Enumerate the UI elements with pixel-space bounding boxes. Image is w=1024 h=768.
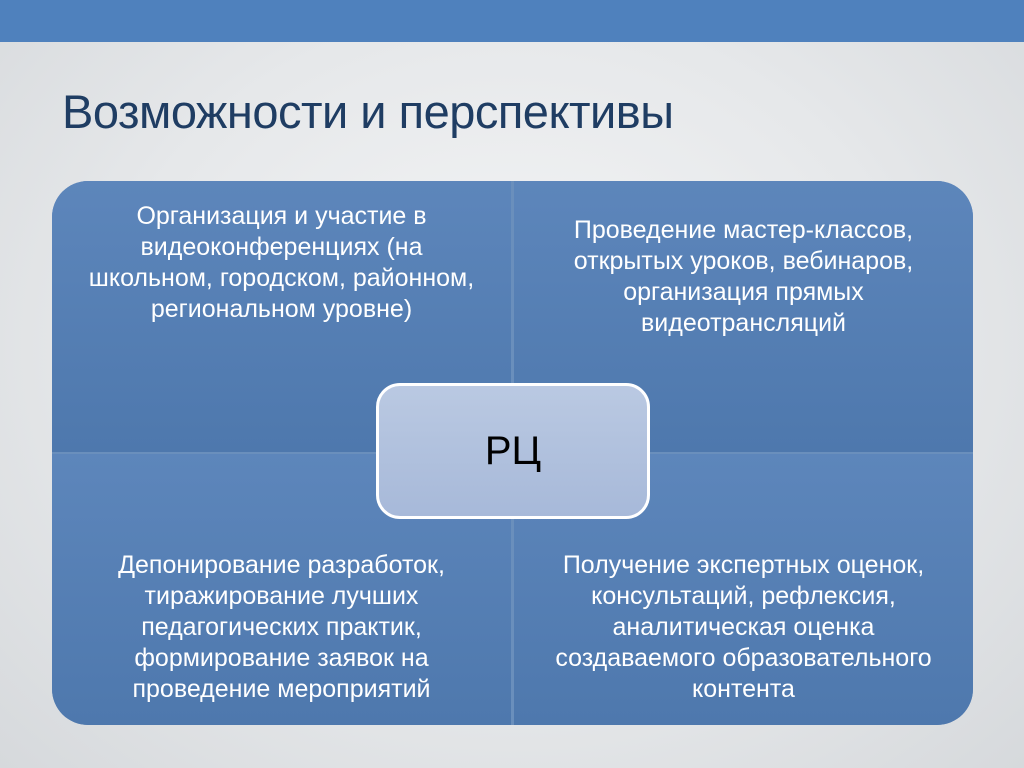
quadrant-bottom-right-text: Получение экспертных оценок, консультаций, рефлексия, аналитическая оценка создаваемого образовательного контента	[555, 551, 932, 703]
center-node-label: РЦ	[484, 428, 542, 473]
slide-title: Возможности и перспективы	[62, 85, 674, 138]
center-node	[376, 383, 650, 519]
quadrant-top-right-text: Проведение мастер-классов, открытых уроков, вебинаров, организация прямых видеотрансляций	[573, 216, 914, 337]
quadrant-bottom-left-text: Депонирование разработок, тиражирование лучших педагогических практик, формирование заявок на проведение мероприятий	[118, 551, 445, 703]
quadrant-top-left-text: Организация и участие в видеоконференциях (на школьном, городском, районном, региональном уровне)	[88, 202, 475, 323]
top-accent-bar	[0, 0, 1024, 42]
